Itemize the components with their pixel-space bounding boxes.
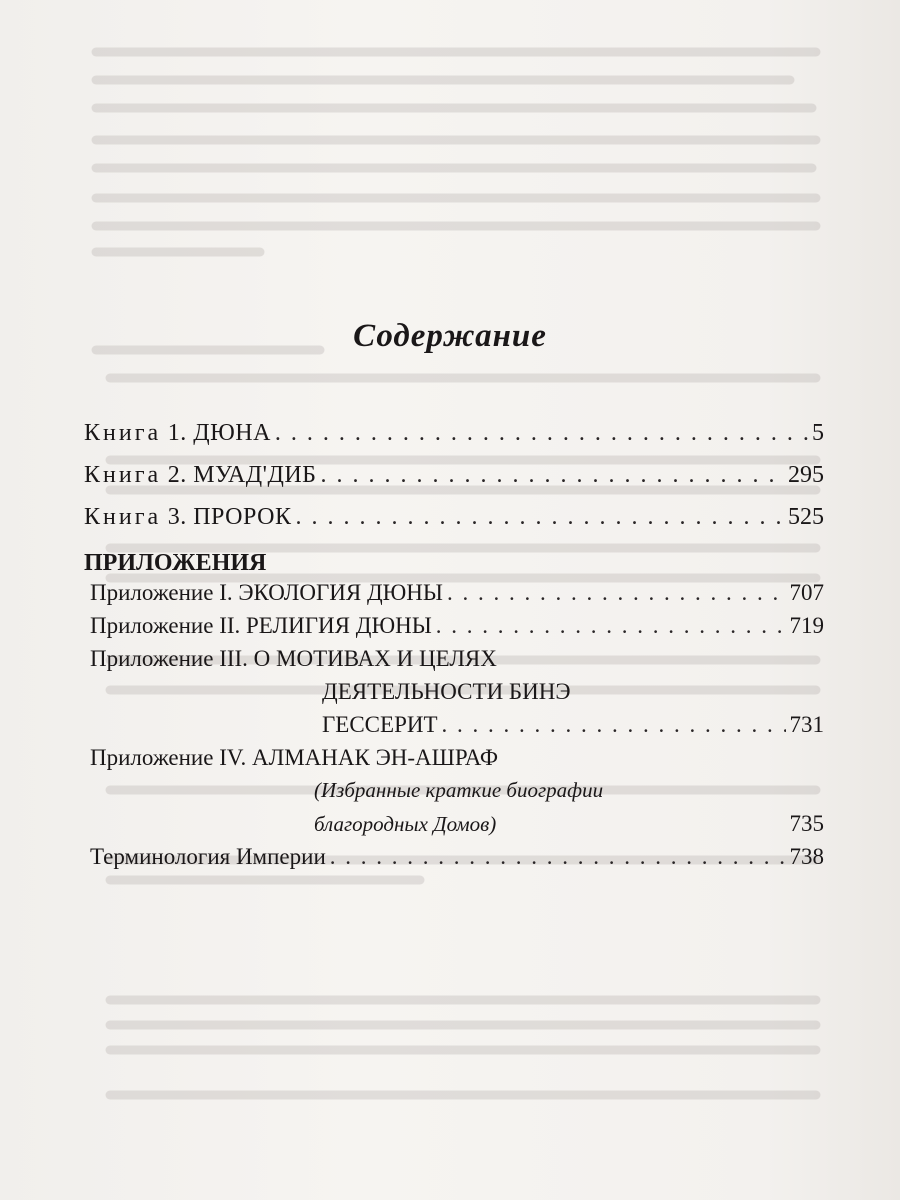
toc-page-number: 707 — [789, 580, 824, 605]
appendices-heading: ПРИЛОЖЕНИЯ — [84, 550, 267, 576]
toc-entry-appendix-4 — [84, 745, 824, 778]
toc-entry-appendix-4-subtitle-1: (Избранные краткие биографии — [314, 778, 604, 802]
toc-entry-appendix-4-subtitle-2: благородных Домов) 735 — [314, 811, 824, 836]
toc-entry-appendix-3-line-2: ДЕЯТЕЛЬНОСТИ БИНЭ — [322, 679, 571, 704]
toc-entry-book-2 — [84, 462, 824, 504]
dot-leader — [275, 420, 808, 447]
toc-entry-appendix-3-line-3: ГЕССЕРИТ . . . 731 — [84, 712, 824, 745]
toc-entry-label: Приложение I. ЭКОЛОГИЯ ДЮНЫ — [90, 580, 443, 605]
toc-entry-appendix-2 — [84, 613, 824, 646]
toc-entry-label: Книга 2. МУАД'ДИБ — [84, 462, 317, 488]
dot-leader — [442, 712, 786, 738]
table-of-contents — [84, 420, 824, 877]
toc-page-number: 295 — [788, 462, 824, 488]
toc-entry-label: Приложение II. РЕЛИГИЯ ДЮНЫ — [90, 613, 432, 638]
dot-leader — [436, 613, 786, 639]
toc-entry-appendix-3 — [84, 646, 824, 679]
toc-page-number: 525 — [788, 504, 824, 530]
toc-entry-label: Книга 1. ДЮНА — [84, 420, 271, 446]
toc-entry-appendix-1 — [84, 580, 824, 613]
toc-entry-label: Приложение IV. АЛМАНАК ЭН-АШРАФ — [90, 745, 499, 770]
toc-page-number: 735 — [789, 811, 824, 836]
toc-entry-label: Приложение III. О МОТИВАХ И ЦЕЛЯХ — [90, 646, 497, 671]
toc-entry-book-3 — [84, 504, 824, 546]
toc-entry-label: Книга 3. ПРОРОК — [84, 504, 292, 530]
toc-entry-book-1 — [84, 420, 824, 462]
dot-leader — [447, 580, 786, 606]
toc-entry-label: Терминология Империи — [90, 844, 326, 869]
dot-leader — [296, 504, 785, 531]
page-title: Содержание — [353, 318, 547, 354]
toc-page-number: 738 — [789, 844, 824, 869]
toc-entry-terminology — [84, 844, 824, 877]
dot-leader — [320, 462, 784, 489]
toc-page-number: 719 — [789, 613, 824, 638]
dot-leader — [330, 844, 786, 870]
toc-page-number: 731 — [789, 712, 824, 737]
toc-page-number: 5 — [812, 420, 824, 446]
